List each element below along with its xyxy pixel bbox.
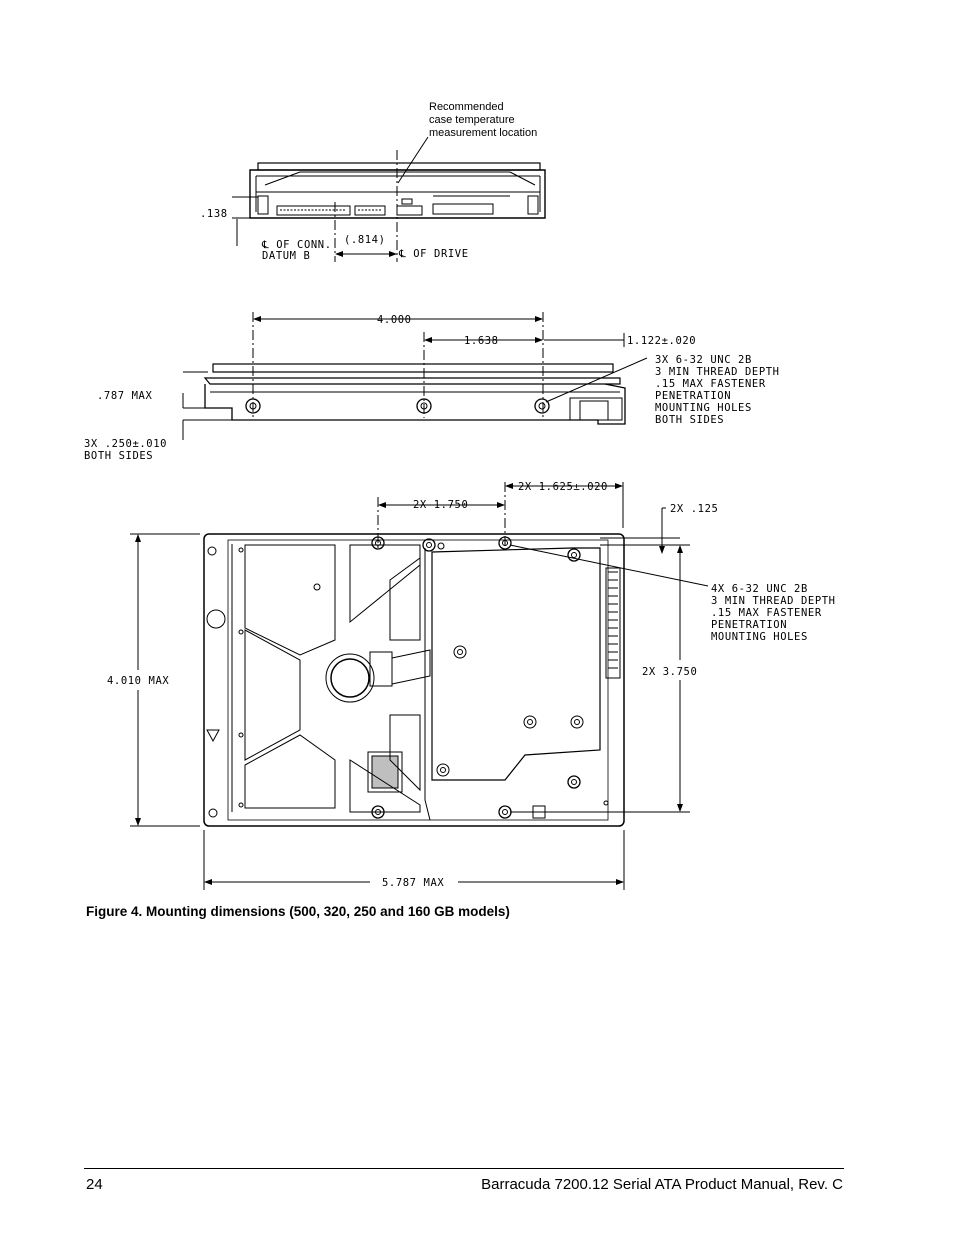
dim-2x-125: 2X .125 [670,503,719,515]
bottom-holes-note-3: .15 MAX FASTENER [711,607,822,619]
footer-divider [84,1168,844,1169]
front-holes-note-2: 3 MIN THREAD DEPTH [655,366,780,378]
front-holes-note-5: MOUNTING HOLES [655,402,752,414]
front-holes-note-1: 3X 6-32 UNC 2B [655,354,752,366]
dim-4010-max: 4.010 MAX [107,675,170,687]
temp-note-line-3: measurement location [429,127,538,139]
dim-1638: 1.638 [464,335,499,347]
bottom-view [130,482,708,890]
front-holes-note-6: BOTH SIDES [655,414,725,426]
dim-2x-1750: 2X 1.750 [413,499,469,511]
figure-caption: Figure 4. Mounting dimensions (500, 320, 250 and 160 GB models) [86,904,510,919]
front-view [183,312,647,440]
bottom-holes-note-2: 3 MIN THREAD DEPTH [711,595,836,607]
temp-note-line-1: Recommended [429,101,504,113]
conn-label-line-2: DATUM B [262,250,311,262]
dim-250-line-1: 3X .250±.010 [84,438,168,450]
drive-label: ℄ OF DRIVE [399,248,469,260]
dim-814: (.814) [344,234,386,246]
dim-4000: 4.000 [377,314,412,326]
dim-138: .138 [200,208,228,220]
dim-1122: 1.122±.020 [627,335,697,347]
bottom-holes-note-5: MOUNTING HOLES [711,631,808,643]
bottom-holes-note-1: 4X 6-32 UNC 2B [711,583,808,595]
dim-250-line-2: BOTH SIDES [84,450,154,462]
bottom-holes-note-4: PENETRATION [711,619,788,631]
dim-2x-1625: 2X 1.625±.020 [518,481,608,493]
bottom-view-labels [107,481,836,889]
document-title: Barracuda 7200.12 Serial ATA Product Manual, Rev. C [481,1176,843,1193]
dim-5787-max: 5.787 MAX [382,877,445,889]
temp-note-line-2: case temperature [429,114,515,126]
dim-787-max: .787 MAX [97,390,153,402]
dim-2x-3750: 2X 3.750 [642,666,698,678]
page-number: 24 [86,1176,103,1193]
front-holes-note-3: .15 MAX FASTENER [655,378,766,390]
front-view-labels [84,314,780,462]
conn-label-line-1: ℄ OF CONN. [262,239,332,251]
front-holes-note-4: PENETRATION [655,390,732,402]
